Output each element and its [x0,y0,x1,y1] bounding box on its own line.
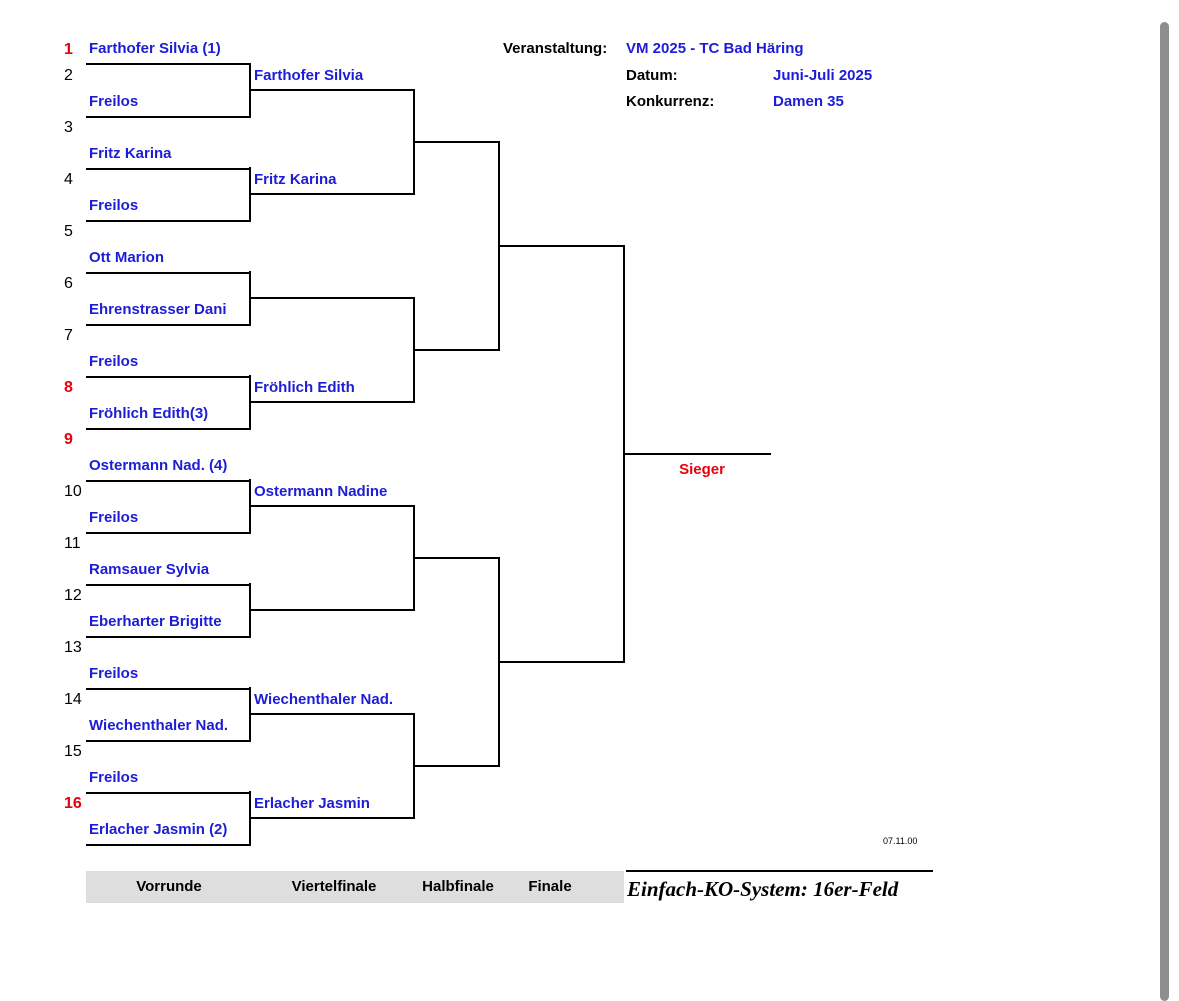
draw-number: 4 [64,171,73,188]
player-name: Fritz Karina [89,145,172,162]
round-footer [86,871,624,903]
date-value: Juni-Juli 2025 [773,67,873,84]
draw-line [86,584,251,586]
draw-number: 5 [64,223,73,240]
player-name: Freilos [89,197,139,214]
winner-label: Sieger [679,461,725,478]
draw-number: 8 [64,379,73,396]
round2-line [249,713,415,715]
draw-line [86,532,251,534]
event-value: VM 2025 - TC Bad Häring [626,40,804,57]
draw-line [86,220,251,222]
player-name: Freilos [89,353,139,370]
draw-number: 7 [64,327,73,344]
quarterfinal-name: Fritz Karina [254,171,337,188]
draw-number: 11 [64,535,81,552]
version-label: 07.11.00 [883,836,918,846]
round3-line [413,765,500,767]
player-name: Freilos [89,769,139,786]
player-name: Freilos [89,509,139,526]
quarterfinal-name: Wiechenthaler Nad. [254,691,394,708]
draw-line [86,272,251,274]
draw-line [86,740,251,742]
round2-line [249,817,415,819]
draw-line [86,480,251,482]
vertical-scrollbar[interactable] [1160,22,1169,1001]
player-name: Freilos [89,665,139,682]
player-name: Ott Marion [89,249,164,266]
round-label-vorrunde: Vorrunde [136,878,202,895]
player-name: Erlacher Jasmin (2) [89,821,228,838]
quarterfinal-name: Ostermann Nadine [254,483,388,500]
draw-number: 9 [64,431,73,448]
quarterfinal-name: Fröhlich Edith [254,379,355,396]
player-name: Ramsauer Sylvia [89,561,210,578]
draw-line [86,636,251,638]
date-label: Datum: [626,67,678,84]
draw-line [86,63,251,65]
round2-line [249,297,415,299]
draw-line [86,168,251,170]
round2-line [249,505,415,507]
draw-number: 3 [64,119,73,136]
draw-line [86,376,251,378]
draw-number: 6 [64,275,73,292]
player-name: Farthofer Silvia (1) [89,40,221,57]
draw-line [86,428,251,430]
final-line [498,245,625,247]
system-title-rule [626,870,933,872]
draw-number: 10 [64,483,82,500]
player-name: Ostermann Nad. (4) [89,457,228,474]
player-name: Freilos [89,93,139,110]
system-title: Einfach-KO-System: 16er-Feld [627,877,899,901]
draw-line [86,688,251,690]
quarterfinal-name: Farthofer Silvia [254,67,364,84]
event-label: Veranstaltung: [503,40,608,57]
round-label-finale: Finale [528,878,572,895]
round3-line [413,141,500,143]
player-name: Eberharter Brigitte [89,613,222,630]
round-label-viertelfinale: Viertelfinale [291,878,377,895]
draw-number: 12 [64,587,82,604]
round3-line [413,557,500,559]
draw-line [86,792,251,794]
quarterfinal-name: Erlacher Jasmin [254,795,370,812]
draw-number: 2 [64,67,73,84]
round3-line [413,349,500,351]
draw-number: 14 [64,691,82,708]
draw-number: 1 [64,41,73,58]
round2-line [249,609,415,611]
draw-line [86,844,251,846]
winner-line [623,453,771,455]
round-label-halbfinale: Halbfinale [422,878,494,895]
draw-number: 13 [64,639,82,656]
round2-line [249,193,415,195]
draw-line [86,116,251,118]
draw-line [86,324,251,326]
round2-line [249,401,415,403]
draw-number: 16 [64,795,82,812]
player-name: Fröhlich Edith(3) [89,405,209,422]
category-label: Konkurrenz: [626,93,715,110]
player-name: Wiechenthaler Nad. [89,717,229,734]
category-value: Damen 35 [773,93,844,110]
draw-number: 15 [64,743,82,760]
player-name: Ehrenstrasser Dani [89,301,227,318]
final-line [498,661,625,663]
round2-line [249,89,415,91]
